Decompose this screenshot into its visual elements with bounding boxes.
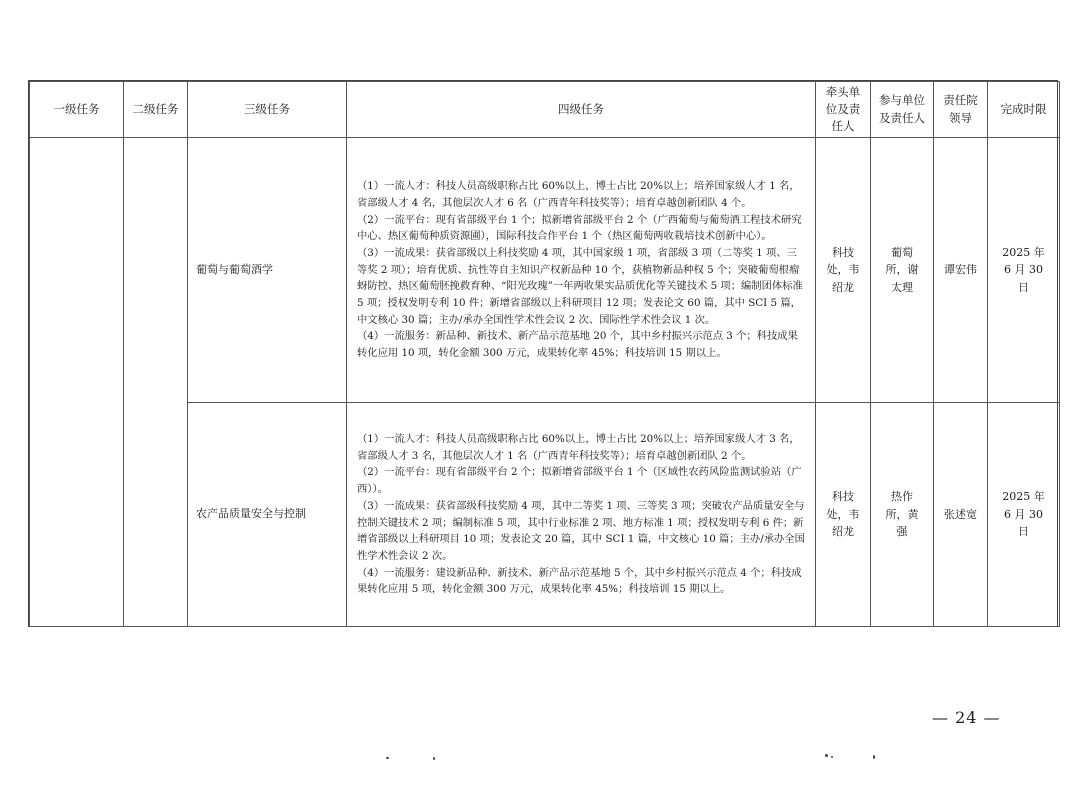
header-responsible-leader: 责任院领导 <box>934 82 988 138</box>
header-level1-task: 一级任务 <box>30 82 124 138</box>
level1-cell <box>30 138 124 627</box>
scan-speck <box>831 756 833 758</box>
level3-task-cell: 农产品质量安全与控制 <box>188 403 347 627</box>
task-item: （1）一流人才：科技人员高级职称占比 60%以上，博士占比 20%以上；培养国家级人才 1 名，省部级人才 4 名，其他层次人才 6 名（广西青年科技奖等）；培育卓越创新团队 4 个。 <box>357 180 800 209</box>
level4-task-cell <box>347 403 816 627</box>
table-row <box>30 138 1060 403</box>
header-lead-unit: 牵头单位及责任人 <box>816 82 871 138</box>
page-number: — 24 — <box>932 708 1001 727</box>
level2-cell <box>124 138 188 627</box>
header-level2-task: 二级任务 <box>124 82 188 138</box>
header-level3-task: 三级任务 <box>188 82 347 138</box>
scan-speck <box>433 757 435 760</box>
task-item: （2）一流平台：现有省部级平台 1 个；拟新增省部级平台 2 个（广西葡萄与葡萄酒工程技术研究中心、热区葡萄种质资源圃），国际科技合作平台 1 个（热区葡萄两收栽培技术创新中心）。 <box>357 213 802 243</box>
deadline-cell: 2025 年 6 月 30 日 <box>988 138 1060 403</box>
level4-task-cell <box>347 138 816 403</box>
scan-speck <box>825 754 828 757</box>
task-item: （1）一流人才：科技人员高级职称占比 60%以上，博士占比 20%以上；培养国家级人才 3 名，省部级人才 3 名，其他层次人才 1 名（广西青年科技奖等）；培育卓越创新团队 2 个。 <box>357 433 800 462</box>
table-header-row <box>30 82 1060 138</box>
participating-unit-cell: 热作所，黄强 <box>871 403 934 627</box>
task-table <box>29 81 1060 627</box>
responsible-leader-cell: 张述宽 <box>934 403 988 627</box>
task-item: （2）一流平台：现有省部级平台 2 个；拟新增省部级平台 1 个（区域性农药风险监测试验站（广西））。 <box>357 466 802 496</box>
task-item: （4）一流服务：新品种、新技术、新产品示范基地 20 个，其中乡村振兴示范点 3 个；科技成果转化应用 10 项，转化金额 300 万元，成果转化率 45%；科技培训 15 期以上。 <box>357 330 798 360</box>
lead-unit-cell: 科技处，韦绍龙 <box>816 403 871 627</box>
task-item: （3）一流成果：获省部级以上科技奖励 4 项，其中国家级 1 项，省部级 3 项（二等奖 1 项、三等奖 2 项）；培育优质、抗性等自主知识产权新品种 10 个，获植物新品种权 5 个；突破葡萄根瘤蚜防控、热区葡萄胚挽救育种、“阳光玫瑰”一年两收果实品质优化等关键技术 5 项；编制团体标准 5 项；授权发明专利 10 件；新增省部级以上科研项目 12 项；发表论文 60 篇，其中 SCI 5 篇，中文核心 30 篇；主办/承办全国性学术性会议 2 次、国际性学术性会议 1 次。 <box>357 246 803 326</box>
level3-task-cell: 葡萄与葡萄酒学 <box>188 138 347 403</box>
header-deadline: 完成时限 <box>988 82 1060 138</box>
scan-speck <box>873 755 875 759</box>
responsible-leader-cell: 谭宏伟 <box>934 138 988 403</box>
lead-unit-cell: 科技处，韦绍龙 <box>816 138 871 403</box>
header-participating-unit: 参与单位及责任人 <box>871 82 934 138</box>
task-item: （4）一流服务：建设新品种、新技术、新产品示范基地 5 个，其中乡村振兴示范点 4 个；科技成果转化应用 5 项，转化金额 300 万元，成果转化率 45%；科技培训 15 期以上。 <box>357 566 802 596</box>
scan-speck <box>386 757 389 759</box>
participating-unit-cell: 葡萄所，谢太理 <box>871 138 934 403</box>
task-item: （3）一流成果：获省部级科技奖励 4 项，其中二等奖 1 项、三等奖 3 项；突破农产品质量安全与控制关键技术 2 项；编制标准 5 项，其中行业标准 2 项、地方标准 1 项；授权发明专利 6 件；新增省部级以上科研项目 10 项；发表论文 20 篇，其中 SCI 1 篇，中文核心 10 篇；主办/承办全国性学术性会议 2 次。 <box>357 499 805 562</box>
deadline-cell: 2025 年 6 月 30 日 <box>988 403 1060 627</box>
header-level4-task: 四级任务 <box>347 82 816 138</box>
task-table-frame <box>28 80 1058 627</box>
